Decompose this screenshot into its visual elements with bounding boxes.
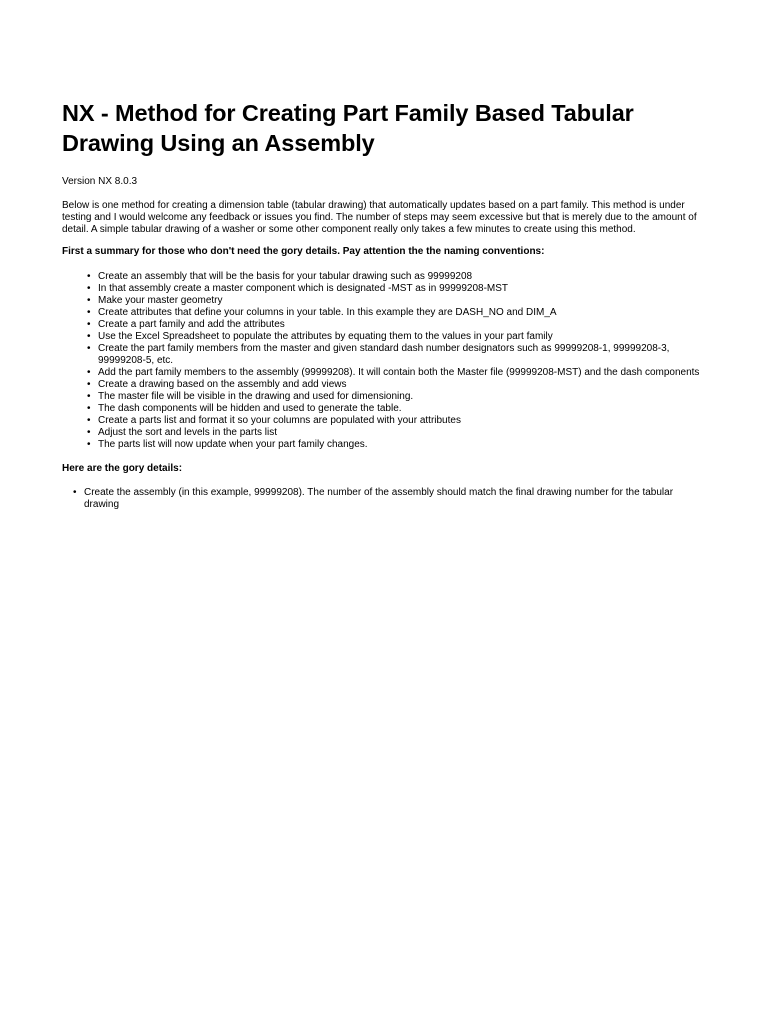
bullet-icon: • — [87, 295, 91, 306]
bullet-icon: • — [87, 439, 91, 450]
list-item — [87, 307, 712, 319]
bullet-icon: • — [87, 319, 91, 330]
list-item-text: The dash components will be hidden and used to generate the table. — [98, 403, 402, 414]
list-item-text: Create the assembly (in this example, 99999208). The number of the assembly should match the final drawing number for the tabular drawing — [84, 487, 674, 510]
list-item — [73, 487, 694, 511]
list-item-text: Create a drawing based on the assembly and add views — [98, 379, 347, 390]
bullet-icon: • — [87, 271, 91, 282]
list-item — [87, 343, 712, 367]
list-item — [87, 331, 712, 343]
list-item — [87, 427, 712, 439]
list-item-text: The master file will be visible in the drawing and used for dimensioning. — [98, 391, 414, 402]
bullet-icon: • — [87, 403, 91, 414]
list-item — [87, 379, 712, 391]
intro-paragraph: Below is one method for creating a dimension table (tabular drawing) that automatically updates based on a part family. This method is under testing and I would welcome any feedback or issues you find. The number of steps may seem excessive but that is merely due to the amount of detail. A simple tabular drawing of a washer or some other component really only takes a few minutes to create using this method. — [62, 200, 697, 235]
list-item-text: Create the part family members from the master and given standard dash number designators such as 99999208-1, 99999208-3, 99999208-5, etc. — [98, 343, 670, 366]
list-item — [87, 283, 712, 295]
document-page — [62, 98, 712, 511]
list-item — [87, 391, 712, 403]
list-item-text: Add the part family members to the assembly (99999208). It will contain both the Master file (99999208-MST) and the dash components — [98, 367, 700, 378]
bullet-icon: • — [87, 343, 91, 354]
list-item-text: Adjust the sort and levels in the parts list — [98, 427, 277, 438]
list-item-text: Create a parts list and format it so your columns are populated with your attributes — [98, 415, 461, 426]
list-item — [87, 403, 712, 415]
details-heading: Here are the gory details: — [62, 463, 183, 474]
document-title: NX - Method for Creating Part Family Based Tabular Drawing Using an Assembly — [62, 100, 634, 156]
details-list — [62, 487, 694, 511]
list-item-text: Create attributes that define your columns in your table. In this example they are DASH_NO and DIM_A — [98, 307, 557, 318]
bullet-icon: • — [87, 283, 91, 294]
list-item-text: Create an assembly that will be the basis for your tabular drawing such as 99999208 — [98, 271, 473, 282]
list-item-text: Make your master geometry — [98, 295, 223, 306]
list-item — [87, 319, 712, 331]
summary-heading: First a summary for those who don't need the gory details. Pay attention the the naming conventions: — [62, 246, 545, 257]
list-item-text: Use the Excel Spreadsheet to populate the attributes by equating them to the values in your part family — [98, 331, 553, 342]
bullet-icon: • — [87, 331, 91, 342]
list-item — [87, 439, 712, 451]
bullet-icon: • — [87, 379, 91, 390]
bullet-icon: • — [87, 307, 91, 318]
bullet-icon: • — [87, 415, 91, 426]
bullet-icon: • — [73, 487, 77, 498]
list-item-text: Create a part family and add the attributes — [98, 319, 285, 330]
bullet-icon: • — [87, 391, 91, 402]
list-item — [87, 415, 712, 427]
bullet-icon: • — [87, 367, 91, 378]
list-item-text: In that assembly create a master component which is designated -MST as in 99999208-MST — [98, 283, 509, 294]
list-item — [87, 271, 712, 283]
version-line: Version NX 8.0.3 — [62, 176, 138, 187]
list-item — [87, 367, 712, 379]
list-item-text: The parts list will now update when your part family changes. — [98, 439, 368, 450]
bullet-icon: • — [87, 427, 91, 438]
list-item — [87, 295, 712, 307]
summary-list — [62, 271, 712, 451]
